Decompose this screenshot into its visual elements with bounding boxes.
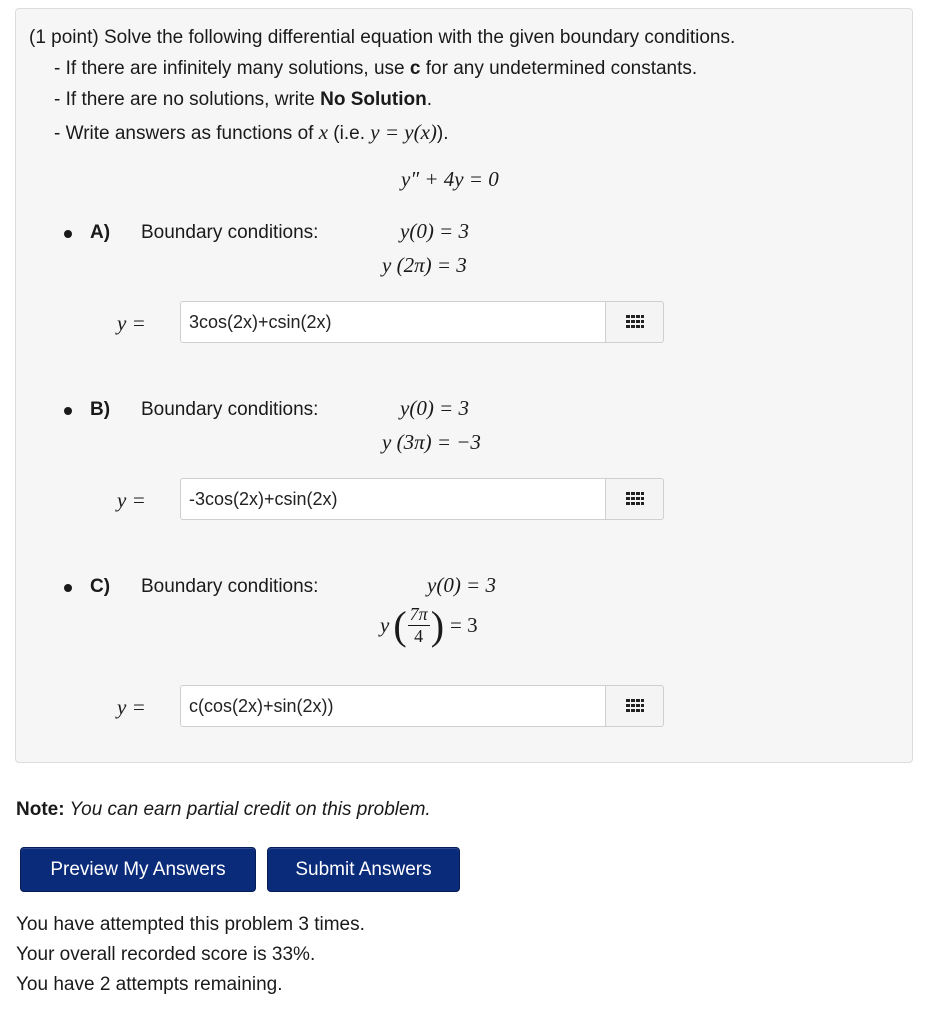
rule-infinite: - If there are infinitely many solutions, use c for any undetermined constants. <box>54 58 698 79</box>
part-a-bc2: y (2π) = 3 <box>382 253 467 277</box>
part-b-y-label: y = <box>117 488 146 512</box>
preview-answers-button[interactable]: Preview My Answers <box>20 847 256 892</box>
part-a-letter: A) <box>90 222 111 243</box>
part-c-bc1: y(0) = 3 <box>427 573 496 597</box>
problem-intro: (1 point) Solve the following differential equation with the given boundary conditions. <box>29 27 736 48</box>
equation-editor-button-c[interactable] <box>605 685 664 727</box>
part-b-bc1: y(0) = 3 <box>400 396 469 420</box>
equation-editor-button-a[interactable] <box>605 301 664 343</box>
part-c-letter: C) <box>90 576 111 597</box>
part-c-bc2: y ( $\frac{7\pi}{4}$ ) = 3 <box>380 602 478 648</box>
problem-box <box>15 8 913 763</box>
rule-functions: - Write answers as functions of x (i.e. y = y(x)). <box>54 120 449 144</box>
part-b-letter: B) <box>90 399 111 420</box>
score-status: Your overall recorded score is 33%. <box>16 944 316 965</box>
equation-editor-button-b[interactable] <box>605 478 664 520</box>
part-c-bc-label: Boundary conditions: <box>141 576 319 597</box>
grid-keyboard-icon <box>626 699 644 713</box>
answer-b-input[interactable] <box>180 478 606 520</box>
bullet-c <box>64 584 72 592</box>
remaining-status: You have 2 attempts remaining. <box>16 974 283 995</box>
bullet-b <box>64 407 72 415</box>
partial-credit-note: Note: You can earn partial credit on this problem. <box>16 799 431 820</box>
grid-keyboard-icon <box>626 492 644 506</box>
answer-c-input[interactable] <box>180 685 606 727</box>
part-a-bc-label: Boundary conditions: <box>141 222 319 243</box>
rule-no-solution: - If there are no solutions, write No Solution. <box>54 89 432 110</box>
answer-a-input[interactable] <box>180 301 606 343</box>
differential-equation: y″ + 4y = 0 <box>401 167 499 191</box>
grid-keyboard-icon <box>626 315 644 329</box>
bc2-fraction: $\frac{7\pi}{4}$ <box>409 604 428 646</box>
attempts-status: You have attempted this problem 3 times. <box>16 914 365 935</box>
bullet-a <box>64 230 72 238</box>
submit-answers-button[interactable]: Submit Answers <box>267 847 460 892</box>
part-c-y-label: y = <box>117 695 146 719</box>
part-a-bc1: y(0) = 3 <box>400 219 469 243</box>
part-b-bc2: y (3π) = −3 <box>382 430 481 454</box>
part-a-y-label: y = <box>117 311 146 335</box>
part-b-bc-label: Boundary conditions: <box>141 399 319 420</box>
